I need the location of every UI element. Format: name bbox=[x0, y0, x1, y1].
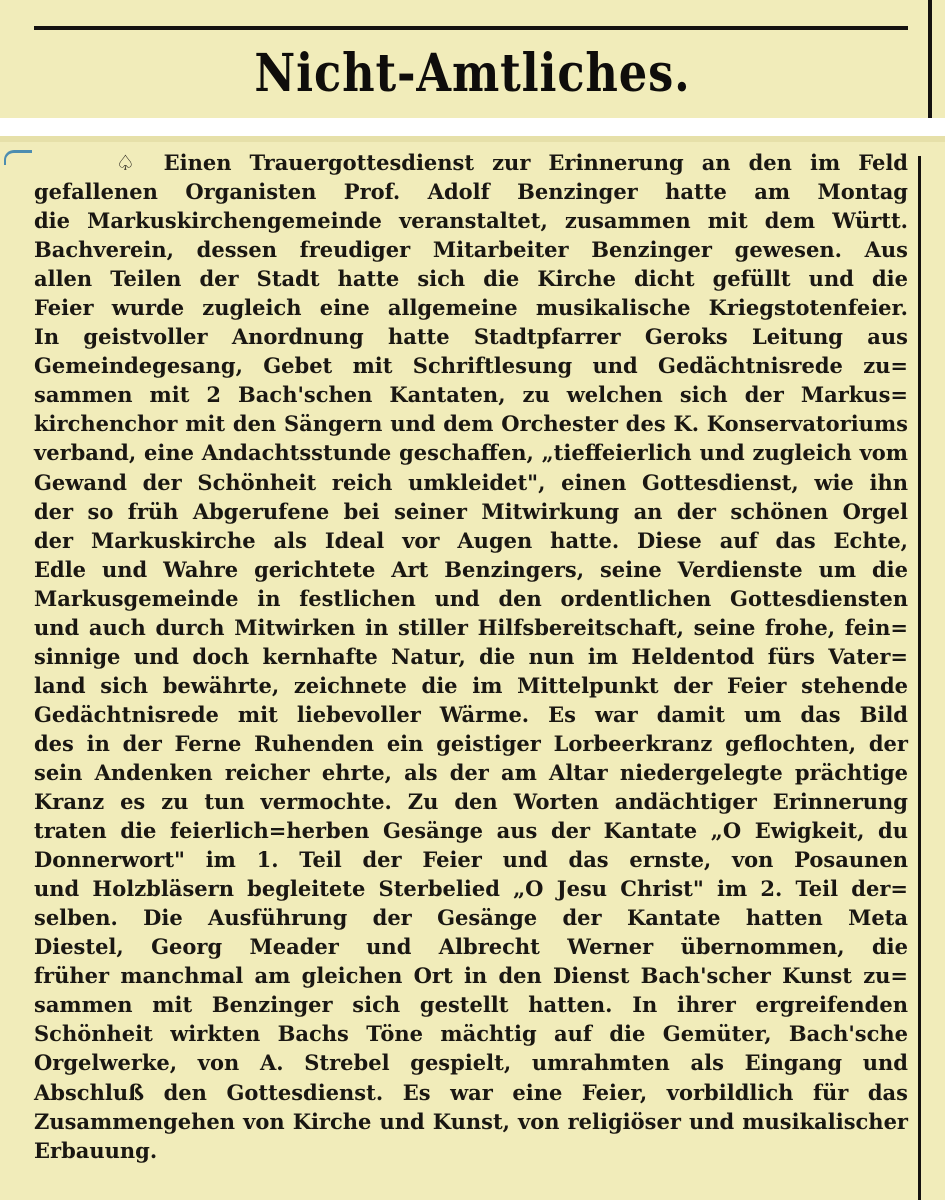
article-line: und Holzbläsern begleitete Sterbelied „O Jesu Christ" im 2. Teil der= bbox=[34, 876, 908, 902]
article-line: Gewand der Schönheit reich umkleidet", einen Gottesdienst, wie ihn bbox=[34, 469, 908, 495]
article-line: kirchenchor mit den Sängern und dem Orchester des K. Konservatoriums bbox=[34, 411, 908, 437]
article-body bbox=[34, 148, 908, 1198]
article-line: Erbauung. bbox=[34, 1137, 158, 1163]
article-line: Markusgemeinde in festlichen und den ordentlichen Gottesdiensten bbox=[34, 585, 908, 611]
article-line: Bachverein, dessen freudiger Mitarbeiter Benzinger gewesen. Aus bbox=[34, 237, 908, 263]
article-line: ♤ Einen Trauergottesdienst zur Erinnerung an den im Feld bbox=[116, 150, 908, 175]
article-line: sammen mit 2 Bach'schen Kantaten, zu welchen sich der Markus= bbox=[34, 382, 908, 408]
article-line: selben. Die Ausführung der Gesänge der Kantate hatten Meta bbox=[34, 905, 908, 931]
article-line: allen Teilen der Stadt hatte sich die Kirche dicht gefüllt und die bbox=[34, 266, 908, 292]
article-line: Orgelwerke, von A. Strebel gespielt, umrahmten als Eingang und bbox=[34, 1050, 908, 1076]
scan-mark bbox=[4, 150, 32, 165]
article-line: der Markuskirche als Ideal vor Augen hatte. Diese auf das Echte, bbox=[34, 527, 908, 553]
article-line: Abschluß den Gottesdienst. Es war eine Feier, vorbildlich für das bbox=[34, 1079, 908, 1105]
article-line: Kranz es zu tun vermochte. Zu den Worten andächtiger Erinnerung bbox=[34, 789, 908, 815]
article-line: früher manchmal am gleichen Ort in den Dienst Bach'scher Kunst zu= bbox=[34, 963, 908, 989]
article-line: In geistvoller Anordnung hatte Stadtpfarrer Geroks Leitung aus bbox=[34, 324, 908, 350]
article-line: verband, eine Andachtsstunde geschaffen, „tieffeierlich und zugleich vom bbox=[34, 440, 908, 466]
clipping-tear bbox=[0, 118, 945, 136]
article-line: Gemeindegesang, Gebet mit Schriftlesung und Gedächtnisrede zu= bbox=[34, 353, 908, 379]
column-rule-top bbox=[928, 0, 932, 118]
column-rule-bottom bbox=[918, 156, 921, 1200]
article-line: sinnige und doch kernhafte Natur, die nun im Heldentod fürs Vater= bbox=[34, 643, 908, 669]
clipping-tear-shadow bbox=[0, 136, 945, 142]
article-line: des in der Ferne Ruhenden ein geistiger Lorbeerkranz geflochten, der bbox=[34, 730, 908, 756]
article-line: Zusammengehen von Kirche und Kunst, von religiöser und musikalischer bbox=[34, 1108, 908, 1134]
article-line: Donnerwort" im 1. Teil der Feier und das ernste, von Posaunen bbox=[34, 847, 908, 873]
article-line: Feier wurde zugleich eine allgemeine musikalische Kriegstotenfeier. bbox=[34, 295, 908, 321]
article-line: die Markuskirchengemeinde veranstaltet, zusammen mit dem Württ. bbox=[34, 208, 908, 234]
header-rule bbox=[34, 26, 908, 30]
article-line: sein Andenken reicher ehrte, als der am Altar niedergelegte prächtige bbox=[34, 759, 908, 785]
article-line: land sich bewährte, zeichnete die im Mittelpunkt der Feier stehende bbox=[34, 672, 908, 698]
article-line: Edle und Wahre gerichtete Art Benzingers, seine Verdienste um die bbox=[34, 556, 908, 582]
article-line: Schönheit wirkten Bachs Töne mächtig auf die Gemüter, Bach'sche bbox=[34, 1021, 908, 1047]
article-line: sammen mit Benzinger sich gestellt hatten. In ihrer ergreifenden bbox=[34, 992, 908, 1018]
article-line: traten die feierlich=herben Gesänge aus der Kantate „O Ewigkeit, du bbox=[34, 818, 908, 844]
article-line: Gedächtnisrede mit liebevoller Wärme. Es war damit um das Bild bbox=[34, 701, 908, 727]
article-line: gefallenen Organisten Prof. Adolf Benzinger hatte am Montag bbox=[34, 179, 908, 205]
section-headline: Nicht-Amtliches. bbox=[254, 43, 691, 104]
article-line: Diestel, Georg Meader und Albrecht Werner übernommen, die bbox=[34, 934, 908, 960]
article-line: der so früh Abgerufene bei seiner Mitwirkung an der schönen Orgel bbox=[34, 498, 908, 524]
article-line: und auch durch Mitwirken in stiller Hilfsbereitschaft, seine frohe, fein= bbox=[34, 614, 908, 640]
